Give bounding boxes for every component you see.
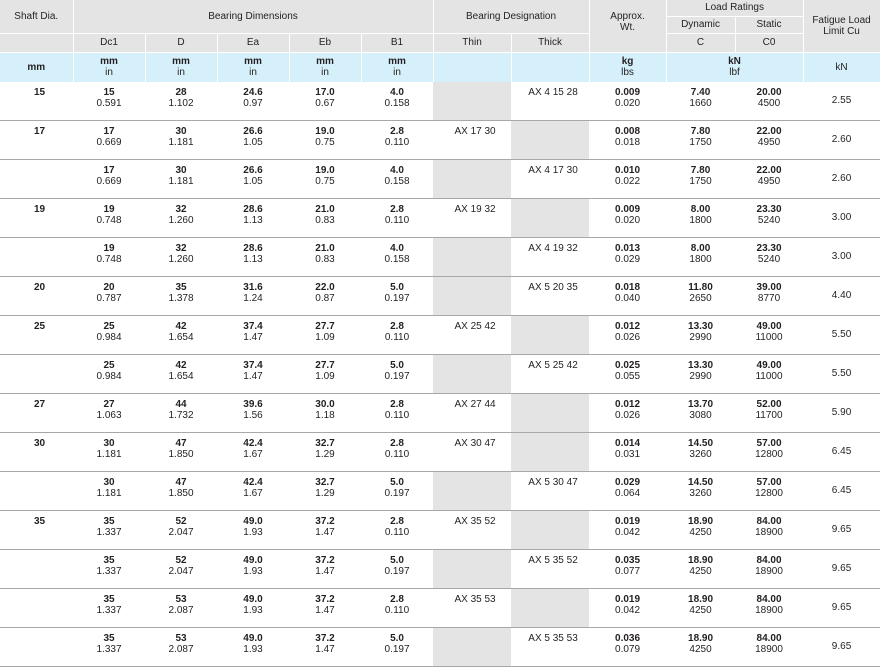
cell-cu: 5.50 xyxy=(803,354,880,393)
cell-eb: 19.0 0.75 xyxy=(289,120,361,159)
cell-b1: 5.0 0.197 xyxy=(361,549,433,588)
header-dc1: Dc1 xyxy=(73,33,145,52)
units-row xyxy=(0,52,880,82)
cell-d: 28 1.102 xyxy=(145,82,217,121)
unit-fatigue: kN xyxy=(803,52,880,82)
cell-ea: 26.6 1.05 xyxy=(217,159,289,198)
cell-eb: 37.2 1.47 xyxy=(289,510,361,549)
cell-cu: 9.65 xyxy=(803,627,880,666)
unit-ea: mm in xyxy=(217,52,289,82)
cell-eb: 21.0 0.83 xyxy=(289,198,361,237)
cell-b1: 2.8 0.110 xyxy=(361,432,433,471)
cell-c0: 23.30 5240 xyxy=(735,237,803,276)
cell-ea: 39.6 1.56 xyxy=(217,393,289,432)
cell-ea: 42.4 1.67 xyxy=(217,471,289,510)
header-shaft-spacer xyxy=(0,33,73,52)
cell-shaft xyxy=(0,354,73,393)
header-thick: Thick xyxy=(511,33,589,52)
cell-b1: 2.8 0.110 xyxy=(361,393,433,432)
table-row xyxy=(0,276,880,315)
cell-c0: 22.00 4950 xyxy=(735,159,803,198)
cell-c: 14.50 3260 xyxy=(666,471,735,510)
cell-cu: 2.60 xyxy=(803,120,880,159)
cell-b1: 2.8 0.110 xyxy=(361,198,433,237)
cell-wt: 0.036 0.079 xyxy=(589,627,666,666)
cell-d: 35 1.378 xyxy=(145,276,217,315)
table-row xyxy=(0,82,880,121)
cell-thin: AX 35 53 xyxy=(433,588,511,627)
cell-thick: AX 5 20 35 xyxy=(511,276,589,315)
cell-c0: 84.00 18900 xyxy=(735,510,803,549)
cell-thin: AX 25 42 xyxy=(433,315,511,354)
cell-dc1: 30 1.181 xyxy=(73,471,145,510)
table-row xyxy=(0,549,880,588)
cell-wt: 0.009 0.020 xyxy=(589,82,666,121)
cell-thick xyxy=(511,198,589,237)
unit-thick xyxy=(511,52,589,82)
cell-shaft: 15 xyxy=(0,82,73,121)
cell-b1: 2.8 0.110 xyxy=(361,510,433,549)
cell-c: 18.90 4250 xyxy=(666,549,735,588)
cell-thick xyxy=(511,393,589,432)
table-row xyxy=(0,159,880,198)
cell-dc1: 17 0.669 xyxy=(73,120,145,159)
cell-d: 53 2.087 xyxy=(145,627,217,666)
cell-c: 11.80 2650 xyxy=(666,276,735,315)
cell-wt: 0.009 0.020 xyxy=(589,198,666,237)
cell-c0: 23.30 5240 xyxy=(735,198,803,237)
unit-thin xyxy=(433,52,511,82)
cell-thin xyxy=(433,276,511,315)
unit-load: kN lbf xyxy=(666,52,803,82)
cell-d: 47 1.850 xyxy=(145,471,217,510)
cell-shaft: 17 xyxy=(0,120,73,159)
cell-wt: 0.035 0.077 xyxy=(589,549,666,588)
cell-thin xyxy=(433,159,511,198)
cell-c0: 49.00 11000 xyxy=(735,315,803,354)
cell-ea: 49.0 1.93 xyxy=(217,588,289,627)
cell-eb: 32.7 1.29 xyxy=(289,471,361,510)
cell-cu: 2.60 xyxy=(803,159,880,198)
header-b1: B1 xyxy=(361,33,433,52)
cell-wt: 0.019 0.042 xyxy=(589,510,666,549)
cell-c: 14.50 3260 xyxy=(666,432,735,471)
cell-dc1: 25 0.984 xyxy=(73,315,145,354)
cell-eb: 21.0 0.83 xyxy=(289,237,361,276)
cell-thin: AX 30 47 xyxy=(433,432,511,471)
cell-thick: AX 5 35 53 xyxy=(511,627,589,666)
cell-b1: 5.0 0.197 xyxy=(361,471,433,510)
header-ea: Ea xyxy=(217,33,289,52)
cell-thick: AX 5 30 47 xyxy=(511,471,589,510)
cell-cu: 2.55 xyxy=(803,82,880,121)
cell-thin xyxy=(433,354,511,393)
cell-cu: 9.65 xyxy=(803,588,880,627)
cell-thick xyxy=(511,315,589,354)
cell-thick xyxy=(511,510,589,549)
unit-d: mm in xyxy=(145,52,217,82)
cell-ea: 28.6 1.13 xyxy=(217,237,289,276)
cell-d: 53 2.087 xyxy=(145,588,217,627)
cell-thin: AX 27 44 xyxy=(433,393,511,432)
cell-thin xyxy=(433,627,511,666)
cell-thick: AX 5 35 52 xyxy=(511,549,589,588)
cell-eb: 32.7 1.29 xyxy=(289,432,361,471)
cell-c0: 84.00 18900 xyxy=(735,588,803,627)
cell-c: 18.90 4250 xyxy=(666,588,735,627)
cell-shaft: 19 xyxy=(0,198,73,237)
cell-wt: 0.029 0.064 xyxy=(589,471,666,510)
cell-cu: 9.65 xyxy=(803,510,880,549)
cell-dc1: 30 1.181 xyxy=(73,432,145,471)
cell-shaft: 35 xyxy=(0,510,73,549)
cell-d: 32 1.260 xyxy=(145,198,217,237)
cell-ea: 24.6 0.97 xyxy=(217,82,289,121)
cell-thin: AX 19 32 xyxy=(433,198,511,237)
cell-ea: 28.6 1.13 xyxy=(217,198,289,237)
cell-dc1: 35 1.337 xyxy=(73,510,145,549)
cell-b1: 5.0 0.197 xyxy=(361,276,433,315)
cell-b1: 2.8 0.110 xyxy=(361,120,433,159)
cell-b1: 2.8 0.110 xyxy=(361,315,433,354)
cell-eb: 27.7 1.09 xyxy=(289,315,361,354)
cell-c: 7.40 1660 xyxy=(666,82,735,121)
cell-wt: 0.010 0.022 xyxy=(589,159,666,198)
cell-dc1: 20 0.787 xyxy=(73,276,145,315)
header-approx-wt: Approx. Wt. xyxy=(589,0,666,52)
cell-ea: 37.4 1.47 xyxy=(217,354,289,393)
cell-c0: 20.00 4500 xyxy=(735,82,803,121)
cell-dc1: 17 0.669 xyxy=(73,159,145,198)
cell-eb: 17.0 0.67 xyxy=(289,82,361,121)
cell-dc1: 35 1.337 xyxy=(73,588,145,627)
cell-b1: 4.0 0.158 xyxy=(361,159,433,198)
cell-shaft: 30 xyxy=(0,432,73,471)
cell-ea: 37.4 1.47 xyxy=(217,315,289,354)
cell-c: 7.80 1750 xyxy=(666,159,735,198)
table-row xyxy=(0,354,880,393)
table-row xyxy=(0,237,880,276)
cell-eb: 37.2 1.47 xyxy=(289,588,361,627)
cell-c0: 57.00 12800 xyxy=(735,432,803,471)
header-d: D xyxy=(145,33,217,52)
cell-eb: 27.7 1.09 xyxy=(289,354,361,393)
unit-b1: mm in xyxy=(361,52,433,82)
cell-shaft xyxy=(0,471,73,510)
cell-c: 13.30 2990 xyxy=(666,354,735,393)
cell-d: 44 1.732 xyxy=(145,393,217,432)
cell-wt: 0.018 0.040 xyxy=(589,276,666,315)
table-row xyxy=(0,393,880,432)
cell-shaft xyxy=(0,627,73,666)
cell-d: 42 1.654 xyxy=(145,315,217,354)
header-c: C xyxy=(666,33,735,52)
cell-thin xyxy=(433,471,511,510)
cell-ea: 49.0 1.93 xyxy=(217,510,289,549)
header-bearing-designation: Bearing Designation xyxy=(433,0,589,33)
cell-thick xyxy=(511,432,589,471)
cell-wt: 0.013 0.029 xyxy=(589,237,666,276)
cell-d: 32 1.260 xyxy=(145,237,217,276)
cell-dc1: 15 0.591 xyxy=(73,82,145,121)
cell-eb: 37.2 1.47 xyxy=(289,549,361,588)
header-shaft-dia: Shaft Dia. xyxy=(0,0,73,33)
cell-wt: 0.014 0.031 xyxy=(589,432,666,471)
cell-c0: 39.00 8770 xyxy=(735,276,803,315)
table-row xyxy=(0,432,880,471)
cell-c0: 49.00 11000 xyxy=(735,354,803,393)
cell-cu: 4.40 xyxy=(803,276,880,315)
cell-c: 13.30 2990 xyxy=(666,315,735,354)
cell-d: 52 2.047 xyxy=(145,549,217,588)
cell-cu: 5.50 xyxy=(803,315,880,354)
cell-shaft xyxy=(0,159,73,198)
cell-d: 30 1.181 xyxy=(145,159,217,198)
cell-ea: 42.4 1.67 xyxy=(217,432,289,471)
cell-b1: 4.0 0.158 xyxy=(361,237,433,276)
unit-wt: kg lbs xyxy=(589,52,666,82)
cell-ea: 49.0 1.93 xyxy=(217,627,289,666)
cell-c0: 52.00 11700 xyxy=(735,393,803,432)
cell-thin xyxy=(433,549,511,588)
cell-dc1: 27 1.063 xyxy=(73,393,145,432)
cell-cu: 5.90 xyxy=(803,393,880,432)
cell-thick: AX 4 17 30 xyxy=(511,159,589,198)
table-row xyxy=(0,510,880,549)
cell-b1: 5.0 0.197 xyxy=(361,627,433,666)
table-row xyxy=(0,588,880,627)
cell-c0: 84.00 18900 xyxy=(735,627,803,666)
cell-dc1: 25 0.984 xyxy=(73,354,145,393)
cell-thick: AX 5 25 42 xyxy=(511,354,589,393)
header-fatigue-load-limit: Fatigue Load Limit Cu xyxy=(803,0,880,52)
table-row xyxy=(0,198,880,237)
header-load-ratings: Load Ratings xyxy=(666,0,803,16)
cell-thick xyxy=(511,588,589,627)
cell-cu: 3.00 xyxy=(803,237,880,276)
cell-cu: 3.00 xyxy=(803,198,880,237)
cell-eb: 22.0 0.87 xyxy=(289,276,361,315)
cell-d: 30 1.181 xyxy=(145,120,217,159)
cell-wt: 0.025 0.055 xyxy=(589,354,666,393)
cell-c: 7.80 1750 xyxy=(666,120,735,159)
cell-thick: AX 4 15 28 xyxy=(511,82,589,121)
cell-c0: 22.00 4950 xyxy=(735,120,803,159)
cell-wt: 0.012 0.026 xyxy=(589,315,666,354)
unit-shaft: mm xyxy=(0,52,73,82)
cell-dc1: 35 1.337 xyxy=(73,627,145,666)
table-header xyxy=(0,0,880,52)
cell-b1: 2.8 0.110 xyxy=(361,588,433,627)
cell-ea: 31.6 1.24 xyxy=(217,276,289,315)
cell-shaft: 20 xyxy=(0,276,73,315)
cell-c: 18.90 4250 xyxy=(666,627,735,666)
header-eb: Eb xyxy=(289,33,361,52)
cell-d: 47 1.850 xyxy=(145,432,217,471)
cell-c: 13.70 3080 xyxy=(666,393,735,432)
cell-thick xyxy=(511,120,589,159)
cell-cu: 6.45 xyxy=(803,432,880,471)
table-row xyxy=(0,471,880,510)
cell-thin: AX 17 30 xyxy=(433,120,511,159)
cell-eb: 30.0 1.18 xyxy=(289,393,361,432)
cell-shaft xyxy=(0,549,73,588)
table-row xyxy=(0,315,880,354)
cell-wt: 0.012 0.026 xyxy=(589,393,666,432)
cell-b1: 4.0 0.158 xyxy=(361,82,433,121)
cell-thin xyxy=(433,82,511,121)
cell-eb: 37.2 1.47 xyxy=(289,627,361,666)
cell-dc1: 19 0.748 xyxy=(73,198,145,237)
cell-ea: 49.0 1.93 xyxy=(217,549,289,588)
header-thin: Thin xyxy=(433,33,511,52)
cell-shaft xyxy=(0,588,73,627)
cell-thin: AX 35 52 xyxy=(433,510,511,549)
header-bearing-dimensions: Bearing Dimensions xyxy=(73,0,433,33)
cell-thin xyxy=(433,237,511,276)
cell-c0: 57.00 12800 xyxy=(735,471,803,510)
cell-d: 52 2.047 xyxy=(145,510,217,549)
cell-cu: 9.65 xyxy=(803,549,880,588)
cell-shaft: 25 xyxy=(0,315,73,354)
cell-b1: 5.0 0.197 xyxy=(361,354,433,393)
cell-ea: 26.6 1.05 xyxy=(217,120,289,159)
header-dynamic: Dynamic xyxy=(666,16,735,33)
unit-eb: mm in xyxy=(289,52,361,82)
table-row xyxy=(0,120,880,159)
cell-c: 18.90 4250 xyxy=(666,510,735,549)
cell-eb: 19.0 0.75 xyxy=(289,159,361,198)
cell-cu: 6.45 xyxy=(803,471,880,510)
cell-c0: 84.00 18900 xyxy=(735,549,803,588)
cell-d: 42 1.654 xyxy=(145,354,217,393)
cell-shaft xyxy=(0,237,73,276)
cell-dc1: 19 0.748 xyxy=(73,237,145,276)
table-row xyxy=(0,627,880,666)
cell-wt: 0.019 0.042 xyxy=(589,588,666,627)
unit-dc1: mm in xyxy=(73,52,145,82)
header-static: Static xyxy=(735,16,803,33)
cell-shaft: 27 xyxy=(0,393,73,432)
cell-thick: AX 4 19 32 xyxy=(511,237,589,276)
cell-wt: 0.008 0.018 xyxy=(589,120,666,159)
cell-c: 8.00 1800 xyxy=(666,198,735,237)
cell-dc1: 35 1.337 xyxy=(73,549,145,588)
cell-c: 8.00 1800 xyxy=(666,237,735,276)
header-c0: C0 xyxy=(735,33,803,52)
